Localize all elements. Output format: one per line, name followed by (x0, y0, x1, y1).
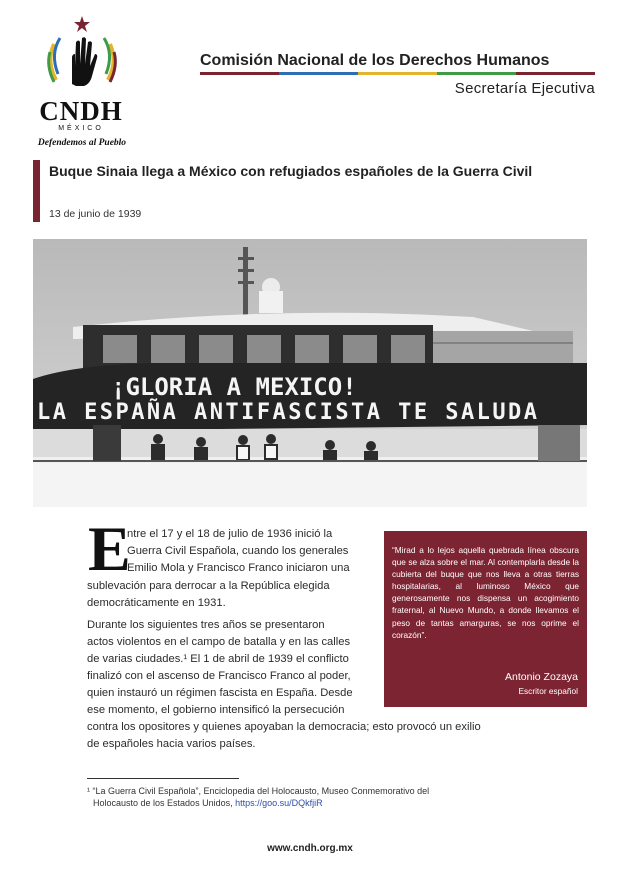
footnote-text: Holocausto de los Estados Unidos, (93, 798, 233, 808)
footnote-line (93, 798, 323, 808)
body-line: Emilio Mola y Francisco Franco iniciaron una (127, 562, 350, 574)
footer-url[interactable]: www.cndh.org.mx (267, 843, 353, 854)
quote-author-role: Escritor español (518, 686, 578, 696)
footnote-divider (87, 778, 239, 779)
color-bar-segment (358, 72, 437, 75)
body-line: de varias ciudades.¹ El 1 de abril de 1939 el conflicto (87, 653, 349, 665)
organization-subtitle: Secretaría Ejecutiva (454, 80, 595, 97)
quote-text: “Mirad a lo lejos aquella quebrada línea obscura que se alza sobre el mar. Al contemplarla desde la cubierta del buque que nos lleva a otras tierras hospitalarias, al luminoso México que generosamente nos dispensa un acogimiento fraternal, al Nuevo Mundo, a donde llevamos el peso de tantas amarguras, se nos oprime el corazón”. (392, 545, 579, 640)
body-line: de españoles hacia varios países. (87, 738, 256, 750)
banner-text-line1: ¡GLORIA A MEXICO! (111, 373, 357, 401)
color-bar-segment (437, 72, 516, 75)
article-date: 13 de junio de 1939 (49, 208, 142, 220)
body-line: democráticamente en 1931. (87, 597, 226, 609)
body-line: contra los opositores y quienes apoyaban la democracia; esto provocó un exilio (87, 721, 481, 733)
body-line: quien instauró un régimen fascista en España. Desde (87, 687, 353, 699)
drop-cap: E (88, 513, 131, 584)
logo-country: MÉXICO (58, 125, 104, 132)
body-line: finalizó con el ascenso de Francisco Franco al poder, (87, 670, 351, 682)
color-bar-segment (516, 72, 595, 75)
body-line: ese momento, el gobierno intensificó la persecución (87, 704, 345, 716)
body-line: actos violentos en el campo de batalla y en las calles (87, 636, 351, 648)
color-bar-segment (279, 72, 358, 75)
cndh-emblem-icon (40, 14, 124, 96)
logo-tagline: Defendemos al Pueblo (37, 138, 127, 148)
body-line: Guerra Civil Española, cuando los generales (127, 545, 349, 557)
footnote-link[interactable]: https://goo.su/DQkfjiR (235, 798, 323, 808)
cndh-logo (22, 14, 142, 148)
color-bar (200, 72, 595, 75)
title-accent-bar (33, 160, 40, 222)
body-line: ntre el 17 y el 18 de julio de 1936 inició la (127, 528, 333, 540)
quote-author: Antonio Zozaya (505, 671, 578, 683)
footnote-line: ¹ “La Guerra Civil Española”, Enciclopedia del Holocausto, Museo Conmemorativo del (87, 786, 430, 796)
color-bar-segment (200, 72, 279, 75)
ship-photo (33, 239, 587, 507)
article-title: Buque Sinaia llega a México con refugiados españoles de la Guerra Civil (49, 163, 533, 179)
body-line: sublevación para derrocar a la República elegida (87, 580, 330, 592)
quote-box (384, 531, 587, 707)
organization-name: Comisión Nacional de los Derechos Humanos (200, 52, 550, 69)
banner-text-line2: LA ESPAÑA ANTIFASCISTA TE SALUDA (37, 400, 537, 425)
logo-wordmark: CNDH (39, 96, 123, 126)
body-line: Durante los siguientes tres años se presentaron (87, 619, 325, 631)
